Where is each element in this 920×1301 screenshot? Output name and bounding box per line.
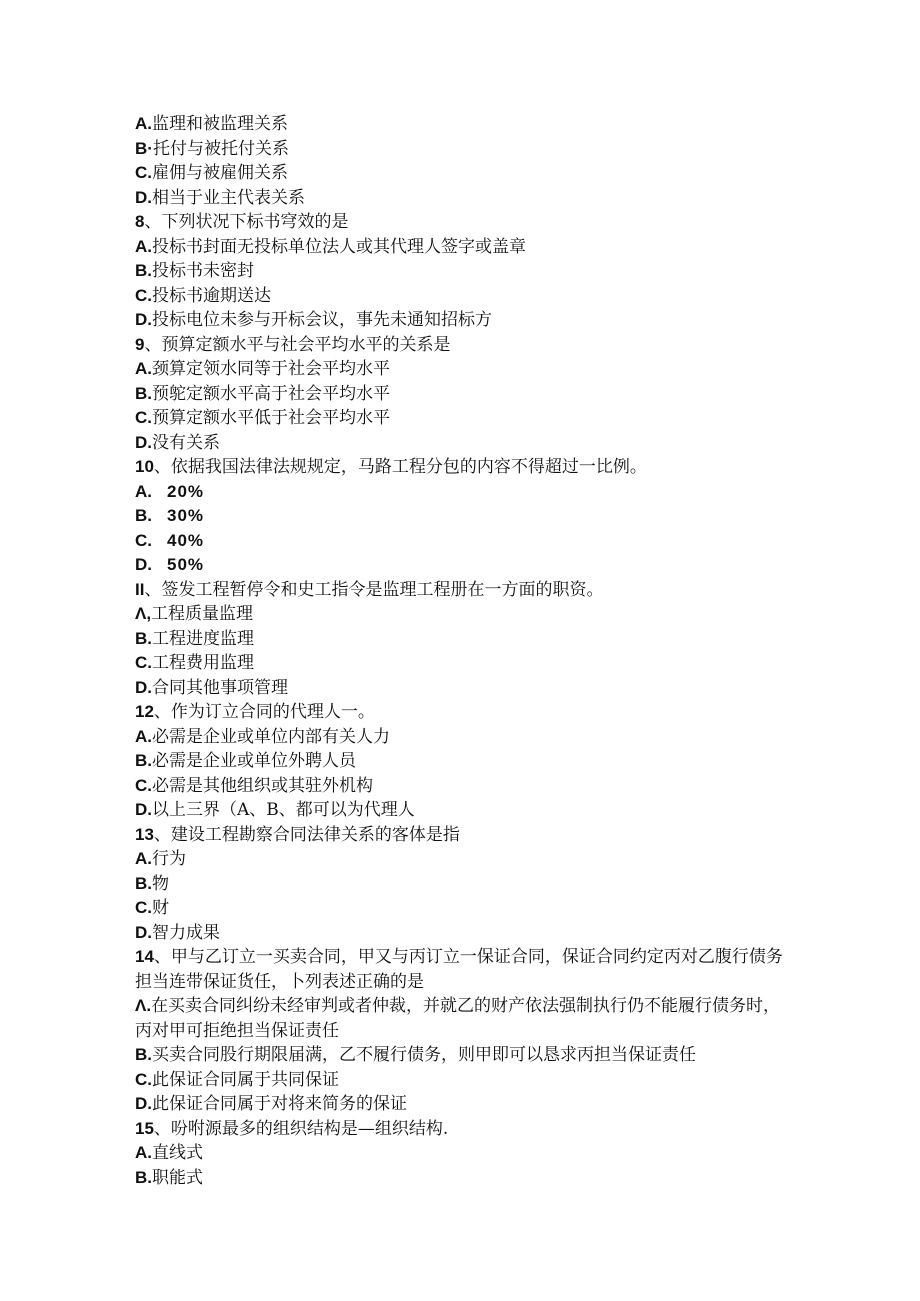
text-line [135,700,785,725]
item-text: 雇佣与被雇佣关系 [152,163,288,183]
text-line [135,945,785,994]
item-label: 12 [135,702,154,721]
item-text: 监理和被监理关系 [152,114,288,134]
text-line [135,896,785,921]
text-line [135,186,785,211]
item-text: 预算定额水平低于社会平均水平 [152,408,390,428]
item-label: B. [135,383,152,403]
item-label: B. [135,873,152,893]
item-label: II [135,579,145,599]
item-label: 8 [135,212,145,231]
item-label: B. [135,1167,152,1187]
item-text: 、吩咐源最多的组织结构是—组织结构. [153,1118,449,1139]
text-line [135,994,785,1043]
item-text: 必需是其他组织或其驻外机构 [152,775,373,796]
item-label: 14 [135,947,154,966]
text-line [135,1043,785,1068]
item-label: Λ, [135,604,152,623]
text-line [135,774,785,799]
text-line [135,651,785,676]
item-text: 职能式 [152,1167,203,1188]
item-label: C. [135,163,152,182]
item-text: 此保证合同属于共同保证 [152,1069,339,1090]
item-label: D. [135,432,152,452]
option-value: 40% [167,530,205,550]
item-label: 13 [135,824,154,844]
item-label: C. [135,1069,152,1089]
item-text: 买卖合同股行期限届满，乙不履行债务，则甲即可以恳求丙担当保证责任 [152,1045,696,1065]
item-text: 、甲与乙订立一买卖合同，甲又与丙订立一保证合同，保证合同约定丙对乙腹行债务担当连带保证货任，卜列表述正确的是 [135,947,783,992]
item-label: D. [135,310,152,329]
item-text: 智力成果 [152,922,220,943]
text-line [135,847,785,872]
item-text: 没有关系 [152,432,220,453]
item-label: B. [135,628,152,648]
item-text: 工程费用监理 [152,653,254,673]
text-line [135,455,785,480]
item-text: 相当于业主代表关系 [152,187,305,208]
item-text: 此保证合同属于对将来简务的保证 [152,1094,407,1114]
item-text: 、建设工程勘察合同法律关系的客体是指 [153,824,460,845]
item-text: 、签发工程暂停令和史工指令是监理工程册在一方面的职资。 [144,579,604,600]
item-text: 、作为订立合同的代理人一。 [153,702,375,722]
text-line [135,210,785,235]
text-line [135,921,785,946]
item-text: 工程质量监理 [151,604,254,624]
item-label: B. [135,261,152,280]
item-text: 工程进度监理 [152,628,254,649]
text-line [135,602,785,627]
text-line [135,1166,785,1191]
item-label: C. [135,775,152,795]
item-text: 投标电位未参与开标会议，事先未通知招标方 [152,310,492,330]
item-label: B. [135,751,152,770]
item-text: 财 [152,898,169,918]
text-line [135,1068,785,1093]
item-text: 投标书逾期送达 [152,285,271,306]
item-label: B. [135,1045,152,1064]
text-line [135,161,785,186]
item-label: 9 [135,334,145,354]
text-line [135,823,785,848]
text-line [135,725,785,750]
item-label: D. [135,1094,152,1113]
text-line [135,504,785,529]
item-text: 合同其他事项管理 [152,677,288,698]
text-line [135,578,785,603]
text-line [135,333,785,358]
text-line [135,308,785,333]
item-label: A. [135,481,152,501]
item-label: C. [135,653,152,672]
item-text: 投标书未密封 [152,261,254,281]
item-label: D. [135,187,152,207]
item-label: C. [135,285,152,305]
text-line [135,259,785,284]
text-line [135,480,785,505]
item-text: 行为 [152,849,186,869]
item-label: A. [135,849,152,868]
item-text: 、依据我国法律法规规定，马路工程分包的内容不得超过一比例。 [153,457,647,477]
item-label: A. [135,359,152,378]
item-label: D. [135,555,152,574]
item-text: 必需是企业或单位外聘人员 [152,751,356,771]
item-label: C. [135,408,152,427]
text-line [135,749,785,774]
item-label: A. [135,114,152,133]
item-label: A. [135,726,152,746]
item-label: D. [135,922,152,942]
item-text: 、预算定额水平与社会平均水平的关系是 [144,334,451,355]
item-text: 托付与被托付关系 [152,138,289,159]
item-label: C. [135,898,152,917]
item-label: 15 [135,1118,154,1138]
text-line [135,431,785,456]
text-line [135,872,785,897]
text-line [135,676,785,701]
text-line [135,1092,785,1117]
text-line [135,406,785,431]
item-text: 、下列状况下标书穹效的是 [144,212,349,232]
text-line [135,798,785,823]
item-label: D. [135,677,152,697]
item-text: 以上三界（A、B、都可以为代理人 [152,800,415,820]
text-line [135,235,785,260]
item-label: B· [135,138,153,158]
item-label: A. [135,236,152,256]
text-line [135,1141,785,1166]
text-line [135,112,785,137]
text-line [135,357,785,382]
text-line [135,529,785,554]
text-line [135,137,785,162]
option-value: 50% [167,555,205,574]
item-text: 预鸵定额水平高于社会平均水平 [152,383,390,404]
item-label: A. [135,1143,152,1162]
text-line [135,284,785,309]
item-label: 10 [135,457,154,476]
text-line [135,627,785,652]
item-text: 物 [152,873,169,894]
item-text: 必需是企业或单位内部有关人力 [152,726,390,747]
item-text: 颈算定领水同等于社会平均水平 [152,359,390,379]
item-label: C. [135,530,152,550]
item-label: B. [135,506,152,525]
item-text: 直线式 [152,1143,203,1163]
text-line [135,553,785,578]
text-line [135,1117,785,1142]
item-label: D. [135,800,152,819]
item-text: 在买卖合同纠纷未经审判或者仲裁，并就乙的财产依法强制执行仍不能履行债务时，丙对甲可拒绝担当保证责任 [135,996,781,1041]
item-label: Λ. [135,996,152,1015]
text-line [135,382,785,407]
document-page [135,112,785,1190]
item-text: 投标书封面无投标单位法人或其代理人签字或盖章 [152,236,526,257]
option-value: 30% [167,506,205,525]
option-value: 20% [167,481,205,501]
